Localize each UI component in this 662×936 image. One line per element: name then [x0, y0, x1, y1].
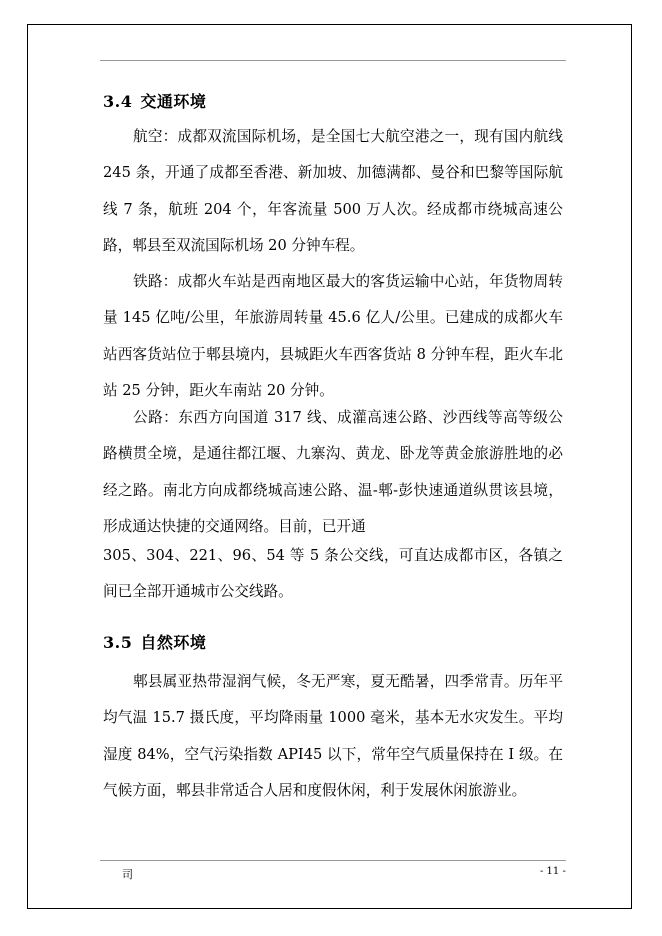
page-number: - 11 - [540, 866, 566, 877]
paragraph-bus-lines: 305、304、221、96、54 等 5 条公交线，可直达成都市区，各镇之间已全部开通城市公交线路。 [103, 547, 563, 601]
section-number: 3.4 [103, 92, 133, 111]
section-heading-3-5 [103, 630, 206, 653]
paragraph-aviation: 航空：成都双流国际机场，是全国七大航空港之一，现有国内航线 245 条，开通了成都至香港、新加坡、加德满都、曼谷和巴黎等国际航线 7 条，航班 204 个，年客流量 500 万人次。经成都市绕城高速公路，郫县至双流国际机场 20 分钟车程。 [103, 128, 563, 255]
header-rule [100, 60, 566, 61]
footer-left-text: 司 [122, 868, 133, 881]
section-heading-3-4 [103, 89, 206, 112]
paragraph-railway: 铁路：成都火车站是西南地区最大的客货运输中心站，年货物周转量 145 亿吨/公里，年旅游周转量 45.6 亿人/公里。已建成的成都火车站西客货站位于郫县境内，县城距火车西客货站 8 分钟车程，距火车北站 25 分钟，距火车南站 20 分钟。 [103, 273, 563, 400]
section-title: 自然环境 [140, 633, 207, 652]
paragraph-highway: 公路：东西方向国道 317 线、成灌高速公路、沙西线等高等级公路横贯全境，是通往都江堰、九寨沟、黄龙、卧龙等黄金旅游胜地的必经之路。南北方向成都绕城高速公路、温-郫-彭快速通道纵贯该县境，形成通达快捷的交通网络。目前，已开通 [103, 409, 563, 536]
paragraph-climate: 郫县属亚热带湿润气候，冬无严寒，夏无酷暑，四季常青。历年平均气温 15.7 摄氏度，平均降雨量 1000 毫米，基本无水灾发生。平均湿度 84%，空气污染指数 API45 以下，常年空气质量保持在 I 级。在气候方面，郫县非常适合人居和度假休闲，利于发展休闲旅游业。 [103, 673, 563, 800]
footer-rule [100, 860, 566, 861]
section-title: 交通环境 [140, 92, 207, 111]
section-number: 3.5 [103, 633, 133, 652]
